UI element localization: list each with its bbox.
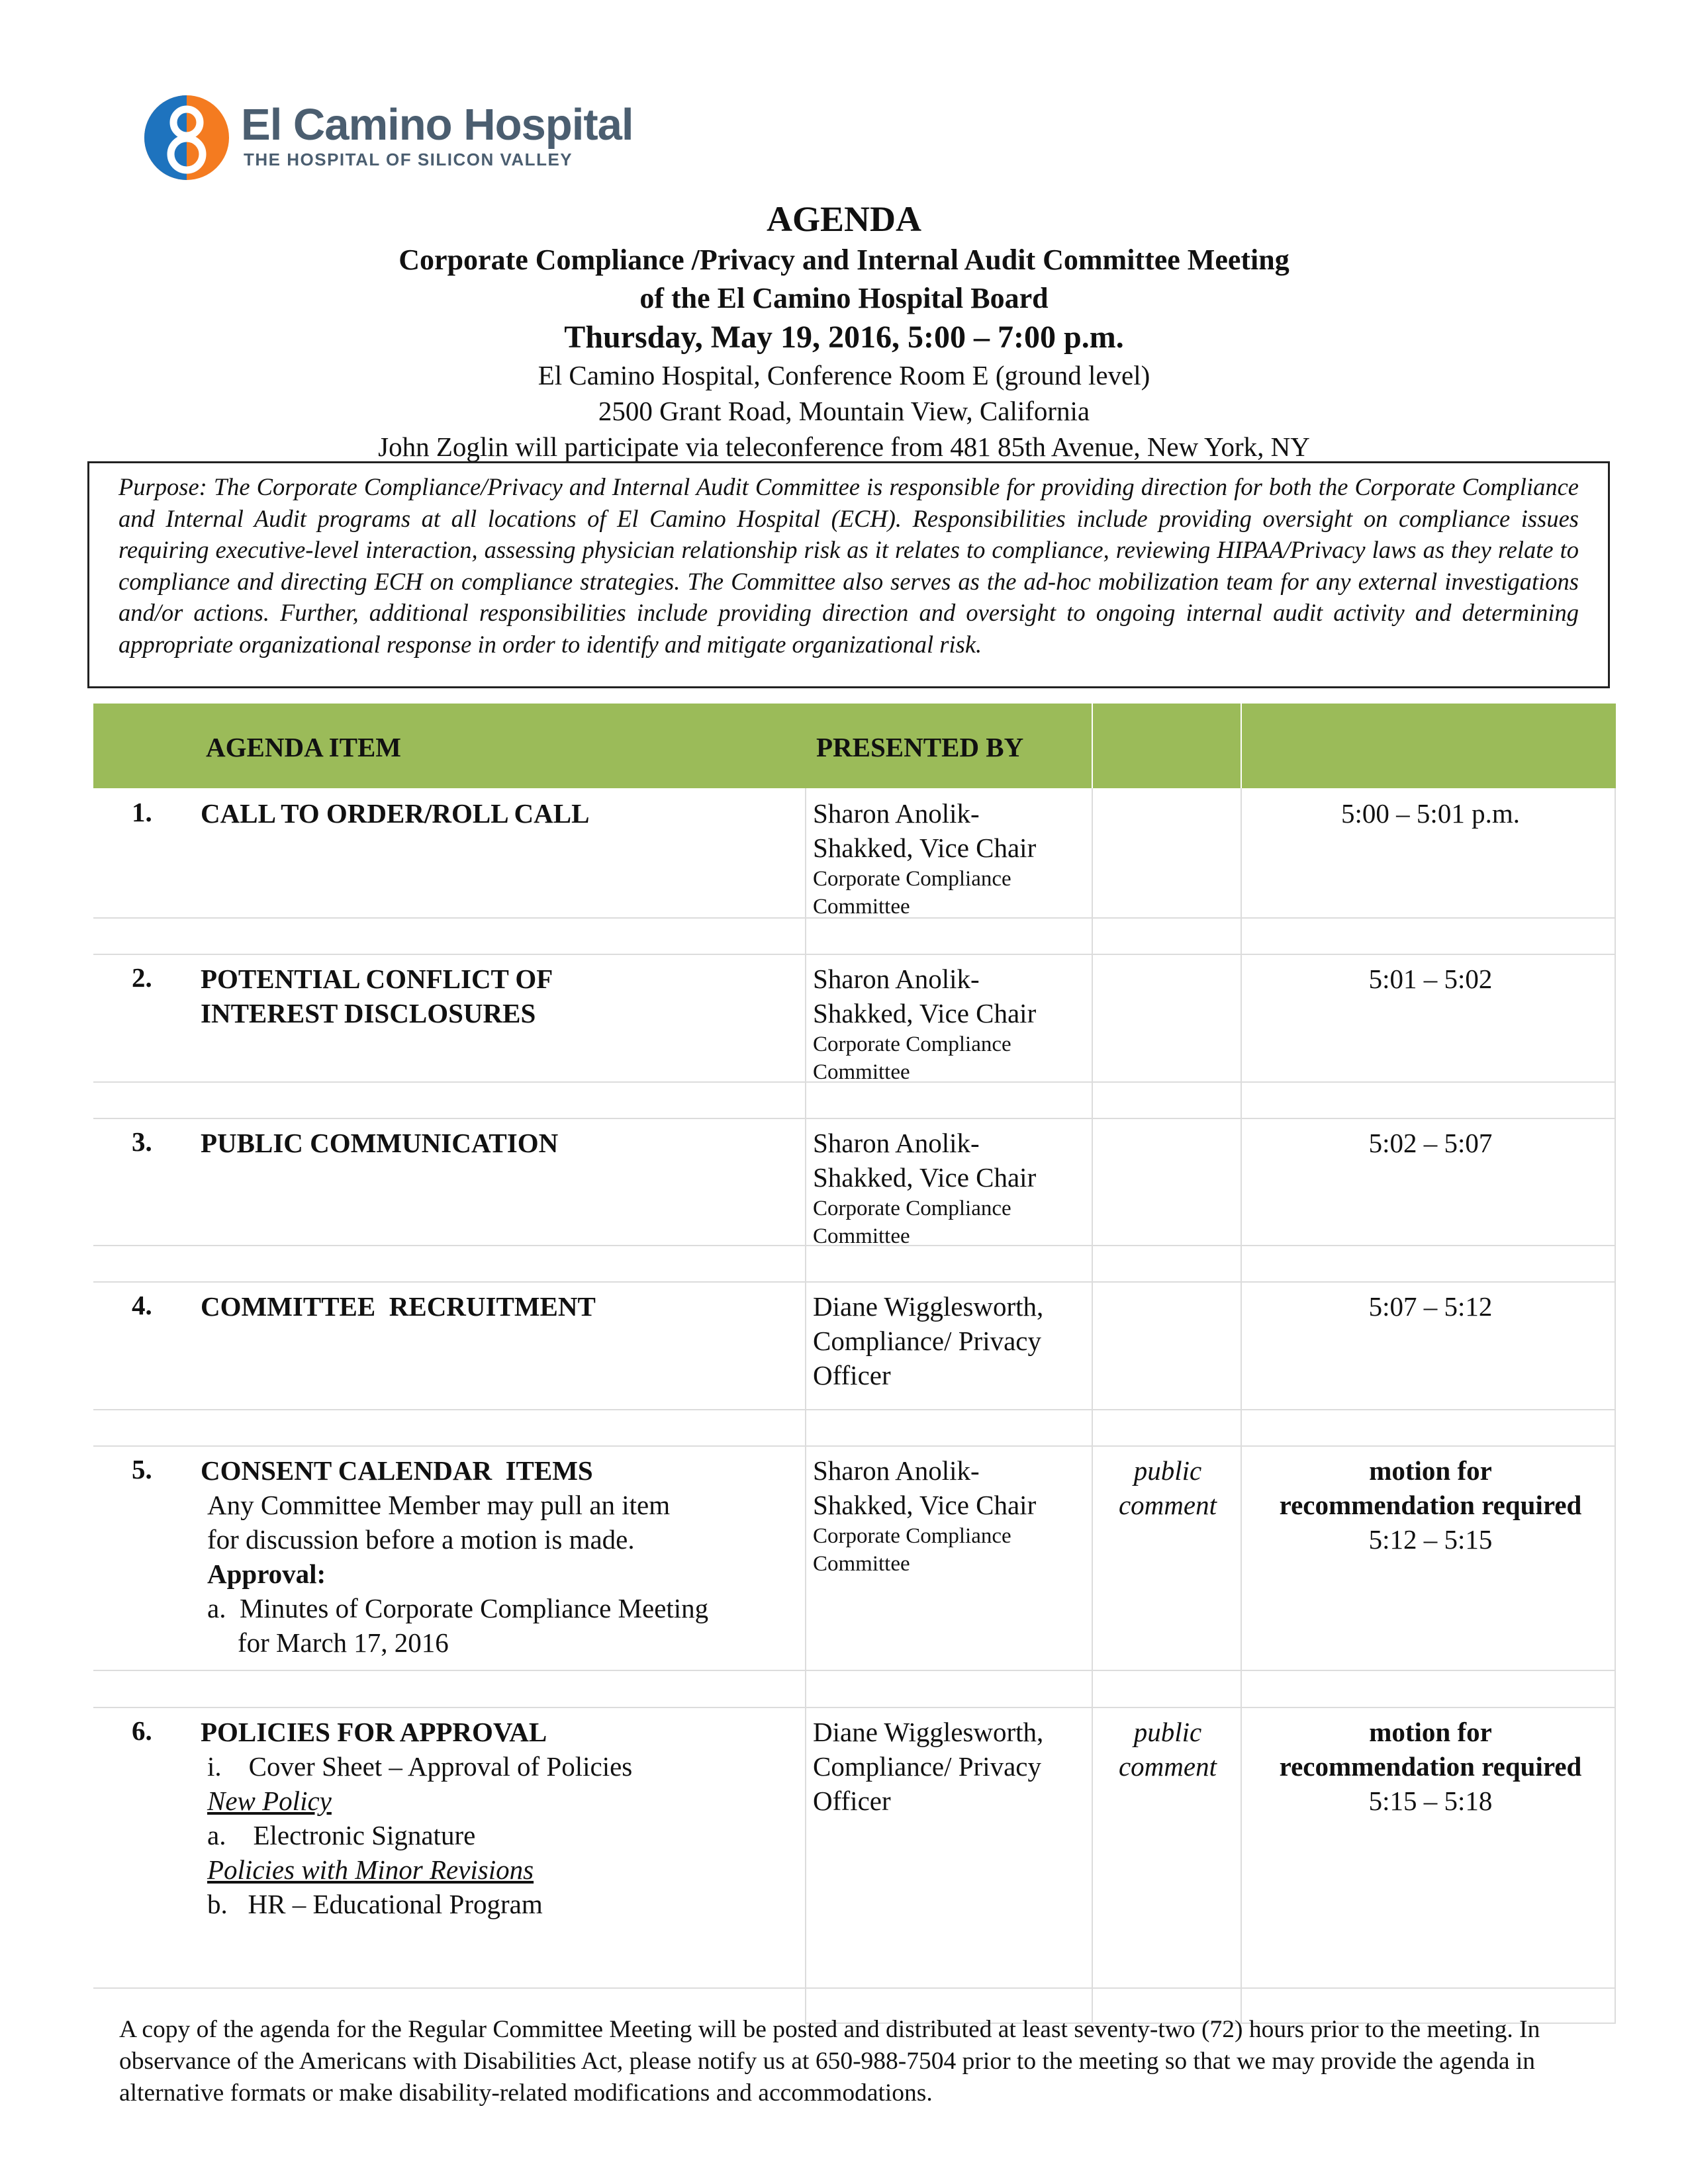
- public-comment-line: public: [1133, 1717, 1202, 1747]
- item-description: [207, 1488, 708, 1660]
- presenter-role: Compliance/ Privacy: [813, 1751, 1041, 1782]
- item-title: CALL TO ORDER/ROLL CALL: [201, 798, 590, 829]
- item-presenter: [813, 1715, 1091, 1818]
- item-number: 3.: [132, 1126, 152, 1157]
- presenter-name: Diane Wigglesworth,: [813, 1717, 1044, 1747]
- header-divider: [1241, 704, 1242, 788]
- agenda-row-1: [93, 788, 1616, 917]
- approval-label: Approval:: [207, 1559, 326, 1589]
- public-comment: [1095, 1715, 1241, 1784]
- item-time: [1245, 1715, 1616, 1818]
- item-description-line: for discussion before a motion is made.: [207, 1524, 635, 1555]
- hospital-name: El Camino Hospital: [241, 100, 633, 150]
- presenter-role: Officer: [813, 1360, 891, 1390]
- item-description: [207, 1749, 632, 1921]
- item-number: 1.: [132, 797, 152, 827]
- item-time: 5:01 – 5:02: [1368, 964, 1493, 994]
- new-policy-heading: New Policy: [207, 1786, 332, 1816]
- item-presenter: [813, 1289, 1091, 1392]
- presenter-committee: Corporate Compliance: [813, 1524, 1011, 1548]
- presenter-committee: Committee: [813, 895, 910, 919]
- meeting-location: El Camino Hospital, Conference Room E (ground level): [538, 360, 1150, 390]
- presenter-committee: Corporate Compliance: [813, 1197, 1011, 1220]
- public-comment-line: comment: [1118, 1490, 1217, 1520]
- purpose-text: Purpose: The Corporate Compliance/Privacy and Internal Audit Committee is responsible for providing direction for both the Corporate Compliance and Internal Audit programs at all locations of El Camino Hospital (ECH). Responsibilities include providing oversight on compliance issues requiring executive-level interaction, assessing physician relationship risk as it relates to compliance, reviewing HIPAA/Privacy laws as they relate to compliance and directing ECH on compliance strategies. The Committee also serves as the ad-hoc mobilization team for any external investigations and/or actions. Further, additional responsibilities include providing direction and oversight to ongoing internal audit activity and determining appropriate organizational response in order to identify and mitigate organizational risk.: [118, 473, 1579, 658]
- header-divider: [1092, 704, 1093, 788]
- motion-note: motion for: [1369, 1717, 1492, 1747]
- presenter-committee: Committee: [813, 1060, 910, 1084]
- item-time-range: 5:12 – 5:15: [1368, 1524, 1493, 1555]
- hospital-logo-mark-icon: [140, 91, 233, 184]
- presenter-name: Sharon Anolik-: [813, 1455, 980, 1486]
- presenter-committee: Corporate Compliance: [813, 1032, 1011, 1056]
- item-presenter: [813, 1126, 1091, 1250]
- agenda-row-2: [93, 954, 1616, 1084]
- item-time: 5:07 – 5:12: [1368, 1291, 1493, 1322]
- item-number: 4.: [132, 1290, 152, 1320]
- minor-revisions-heading: Policies with Minor Revisions: [207, 1854, 534, 1885]
- presenter-name: Diane Wigglesworth,: [813, 1291, 1044, 1322]
- item-title: POLICIES FOR APPROVAL: [201, 1717, 547, 1747]
- sub-item-b: b. HR – Educational Program: [207, 1889, 543, 1919]
- presenter-role: Shakked, Vice Chair: [813, 833, 1037, 863]
- footer-note: A copy of the agenda for the Regular Committee Meeting will be posted and distributed at least seventy-two (72) hours prior to the meeting. In observance of the Americans with Disabilities Act, please notify us at 650-988-7504 prior to the meeting so that we may provide the agenda in alternative formats or make disability-related modifications and accommodations.: [119, 2016, 1540, 2107]
- agenda-table: [93, 704, 1616, 1919]
- purpose-box: [87, 461, 1610, 688]
- agenda-row-4: [93, 1281, 1616, 1409]
- row-divider: [93, 1670, 1616, 1671]
- presenter-role: Shakked, Vice Chair: [813, 998, 1037, 1028]
- presenter-name: Sharon Anolik-: [813, 1128, 980, 1158]
- item-title: COMMITTEE RECRUITMENT: [201, 1291, 596, 1322]
- presenter-role: Compliance/ Privacy: [813, 1326, 1041, 1356]
- meeting-address: 2500 Grant Road, Mountain View, California: [598, 396, 1090, 426]
- meeting-date: Thursday, May 19, 2016, 5:00 – 7:00 p.m.: [564, 320, 1124, 355]
- sub-item-a-continued: for March 17, 2016: [238, 1627, 449, 1658]
- meeting-board: of the El Camino Hospital Board: [639, 282, 1049, 314]
- item-presenter: [813, 1453, 1091, 1578]
- presenter-committee: Committee: [813, 1224, 910, 1248]
- public-comment: [1095, 1453, 1241, 1522]
- item-time: 5:00 – 5:01 p.m.: [1341, 798, 1520, 829]
- agenda-header: [0, 197, 1688, 465]
- item-number: 6.: [132, 1715, 152, 1746]
- item-time: 5:02 – 5:07: [1368, 1128, 1493, 1158]
- meeting-name: Corporate Compliance /Privacy and Internal Audit Committee Meeting: [399, 244, 1289, 276]
- item-title-line: POTENTIAL CONFLICT OF: [201, 964, 553, 994]
- presenter-name: Sharon Anolik-: [813, 964, 980, 994]
- agenda-row-3: [93, 1118, 1616, 1248]
- item-presenter: [813, 962, 1091, 1086]
- item-title-line: INTEREST DISCLOSURES: [201, 998, 536, 1028]
- presenter-role: Shakked, Vice Chair: [813, 1490, 1037, 1520]
- item-number: 2.: [132, 962, 152, 993]
- presenter-name: Sharon Anolik-: [813, 798, 980, 829]
- presenter-role: Officer: [813, 1786, 891, 1816]
- public-comment-line: comment: [1118, 1751, 1217, 1782]
- item-title: [201, 962, 553, 1030]
- public-comment-line: public: [1133, 1455, 1202, 1486]
- sub-item-i: i. Cover Sheet – Approval of Policies: [207, 1751, 633, 1782]
- agenda-row-6: [93, 1707, 1616, 1987]
- item-presenter: [813, 796, 1091, 921]
- presenter-committee: Corporate Compliance: [813, 867, 1011, 891]
- item-number: 5.: [132, 1454, 152, 1484]
- item-title: PUBLIC COMMUNICATION: [201, 1128, 559, 1158]
- item-time-range: 5:15 – 5:18: [1368, 1786, 1493, 1816]
- item-title: CONSENT CALENDAR ITEMS: [201, 1455, 593, 1486]
- header-agenda-item: AGENDA ITEM: [206, 732, 402, 762]
- motion-note: motion for: [1369, 1455, 1492, 1486]
- hospital-logo: [140, 91, 633, 184]
- teleconference-note: John Zoglin will participate via teleconference from 481 85th Avenue, New York, NY: [378, 432, 1310, 462]
- row-divider: [93, 1409, 1616, 1410]
- hospital-tagline: THE HOSPITAL OF SILICON VALLEY: [244, 150, 573, 169]
- presenter-role: Shakked, Vice Chair: [813, 1162, 1037, 1193]
- motion-note: recommendation required: [1279, 1751, 1582, 1782]
- presenter-committee: Committee: [813, 1552, 910, 1576]
- motion-note: recommendation required: [1279, 1490, 1582, 1520]
- sub-item-a: a. Electronic Signature: [207, 1820, 476, 1850]
- item-description-line: Any Committee Member may pull an item: [207, 1490, 671, 1520]
- table-header: [93, 704, 1616, 788]
- item-time: [1245, 1453, 1616, 1557]
- agenda-row-5: [93, 1445, 1616, 1670]
- header-presented-by: PRESENTED BY: [816, 732, 1024, 762]
- page-title: AGENDA: [766, 199, 921, 239]
- sub-item-a: a. Minutes of Corporate Compliance Meeting: [207, 1593, 709, 1623]
- row-divider: [93, 1987, 1616, 1989]
